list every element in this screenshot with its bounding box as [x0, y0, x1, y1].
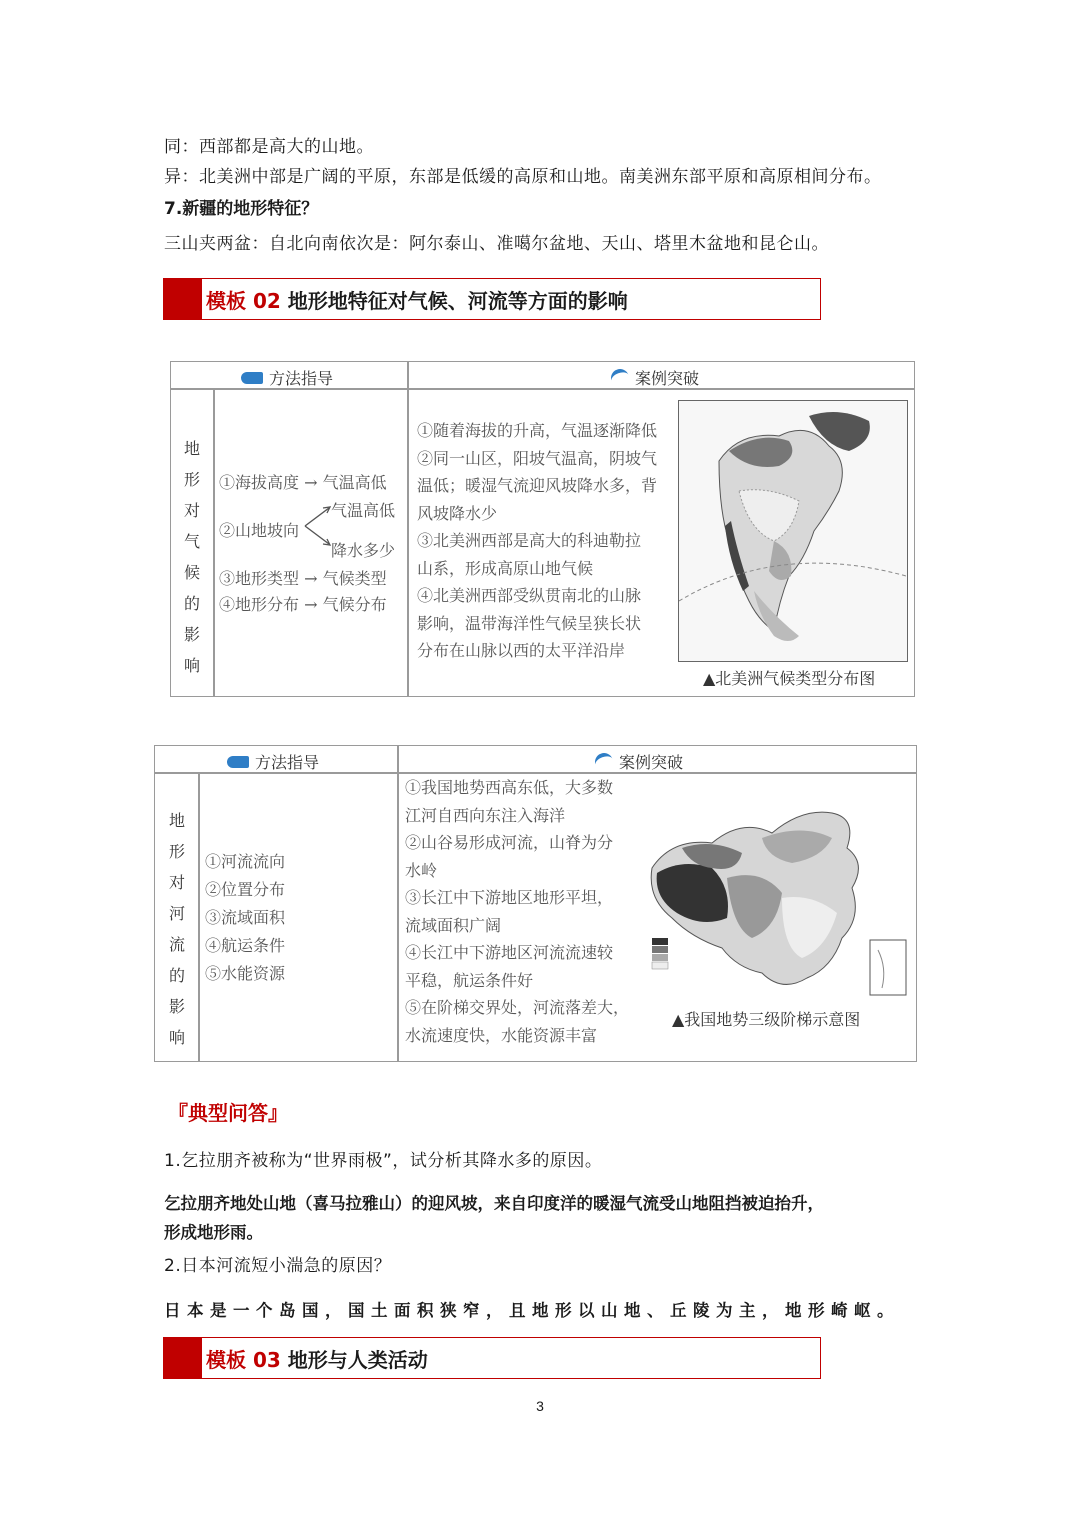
case-line: ①我国地势西高东低，大多数 [405, 778, 614, 797]
method-item: ⑤水能资源 [205, 964, 286, 983]
method-item: 气温高低 [331, 501, 396, 520]
china-terrain-map [642, 798, 912, 1003]
template-02-title: 地形地特征对气候、河流等方面的影响 [287, 289, 628, 313]
case-text-climate [417, 417, 657, 665]
method-item: ④航运条件 [205, 936, 286, 955]
case-line: 山系，形成高原山地气候 [417, 558, 594, 578]
method-item: ①海拔高度 → 气温高低 [219, 473, 387, 492]
vertical-char: 候 [183, 563, 200, 582]
vertical-char: 影 [183, 625, 200, 644]
case-line: 江河自西向东注入海洋 [405, 805, 566, 825]
case-header-label: 案例突破 [619, 753, 684, 772]
case-line: ③长江中下游地区地形平坦， [405, 888, 614, 907]
case-line: 影响，温带海洋性气候呈狭长状 [417, 613, 642, 633]
case-header [611, 366, 699, 389]
case-line: 温低；暖湿气流迎风坡降水多，背 [417, 476, 658, 495]
case-line: ②山谷易形成河流，山脊为分 [405, 833, 614, 852]
qa-answer-2: 日本是一个岛国，国土面积狭窄，且地形以山地、丘陵为主，地形崎岖。 [164, 1301, 900, 1320]
arrow-swoosh-icon [608, 366, 631, 389]
case-line: 分布在山脉以西的太平洋沿岸 [417, 641, 626, 660]
vertical-char: 的 [168, 966, 185, 985]
vertical-char: 的 [183, 594, 200, 613]
qa-question-2: 2.日本河流短小湍急的原因？ [164, 1256, 392, 1276]
case-line: 水岭 [405, 860, 438, 880]
qa-heading: 『典型问答』 [168, 1101, 288, 1125]
vertical-char: 影 [168, 997, 185, 1016]
template-02-tag: 模板 02 [206, 289, 281, 313]
method-item: ①河流流向 [205, 852, 286, 871]
method-table-river [154, 745, 917, 1062]
template-03-tag: 模板 03 [206, 1348, 281, 1372]
vertical-char: 形 [183, 470, 200, 489]
method-item: ②位置分布 [205, 880, 286, 899]
method-header-label: 方法指导 [255, 753, 320, 772]
method-item: ②山地坡向 [219, 521, 300, 540]
vertical-char: 河 [168, 904, 185, 923]
question-7: 7.新疆的地形特征？ [164, 199, 319, 219]
case-header-label: 案例突破 [635, 369, 700, 388]
template-03-title: 地形与人类活动 [287, 1348, 428, 1372]
template-03-banner [163, 1337, 821, 1379]
pointing-hand-icon [227, 756, 249, 768]
template-02-banner [163, 278, 821, 320]
case-line: ③北美洲西部是高大的科迪勒拉 [417, 531, 642, 550]
vertical-char: 响 [168, 1028, 185, 1047]
method-header [241, 366, 333, 389]
method-item: 降水多少 [331, 541, 396, 560]
vertical-title-river [167, 808, 187, 1048]
qa-answer-1-line1: 乞拉朋齐地处山地（喜马拉雅山）的迎风坡，来自印度洋的暖湿气流受山地阻挡被迫抬升， [164, 1194, 824, 1213]
case-header [595, 750, 683, 773]
case-line: ②同一山区，阳坡气温高，阴坡气 [417, 448, 658, 468]
method-item: ③地形类型 → 气候类型 [219, 569, 387, 588]
map-caption-north-america: ▲北美洲气候类型分布图 [703, 669, 876, 688]
answer-7: 三山夹两盆：自北向南依次是：阿尔泰山、准噶尔盆地、天山、塔里木盆地和昆仑山。 [164, 234, 829, 254]
vertical-char: 地 [168, 811, 185, 830]
case-line: ④北美洲西部受纵贯南北的山脉 [417, 586, 642, 605]
map-caption-china: ▲我国地势三级阶梯示意图 [672, 1010, 861, 1029]
qa-answer-1-line2: 形成地形雨。 [164, 1223, 263, 1242]
case-line: 风坡降水少 [417, 503, 498, 523]
method-header-label: 方法指导 [269, 369, 334, 388]
case-line: 流域面积广阔 [405, 915, 502, 935]
vertical-char: 对 [183, 501, 200, 520]
case-line: 平稳，航运条件好 [405, 970, 534, 990]
vertical-char: 地 [183, 439, 200, 458]
vertical-char: 气 [183, 532, 200, 551]
page-number: 3 [536, 1398, 544, 1414]
intro-same: 同：西部都是高大的山地。 [164, 137, 374, 157]
vertical-char: 形 [168, 842, 185, 861]
branch-arrow-icon [303, 502, 333, 550]
case-line: ④长江中下游地区河流流速较 [405, 943, 614, 962]
qa-question-1: 1.乞拉朋齐被称为“世界雨极”，试分析其降水多的原因。 [164, 1151, 603, 1171]
pointing-hand-icon [241, 372, 263, 384]
north-america-climate-map [678, 400, 908, 662]
vertical-title-climate [182, 436, 202, 676]
case-line: 水流速度快，水能资源丰富 [405, 1025, 598, 1045]
arrow-swoosh-icon [592, 750, 615, 773]
vertical-char: 流 [168, 935, 185, 954]
case-line: ⑤在阶梯交界处，河流落差大， [405, 998, 630, 1017]
intro-diff: 异：北美洲中部是广阔的平原，东部是低缓的高原和山地。南美洲东部平原和高原相间分布。 [164, 167, 882, 187]
method-item: ④地形分布 → 气候分布 [219, 595, 387, 614]
method-table-climate [170, 361, 915, 697]
vertical-char: 响 [183, 656, 200, 675]
method-header [227, 750, 319, 773]
method-item: ③流域面积 [205, 908, 286, 927]
case-text-river [405, 774, 629, 1049]
vertical-char: 对 [168, 873, 185, 892]
case-line: ①随着海拔的升高，气温逐渐降低 [417, 421, 658, 440]
